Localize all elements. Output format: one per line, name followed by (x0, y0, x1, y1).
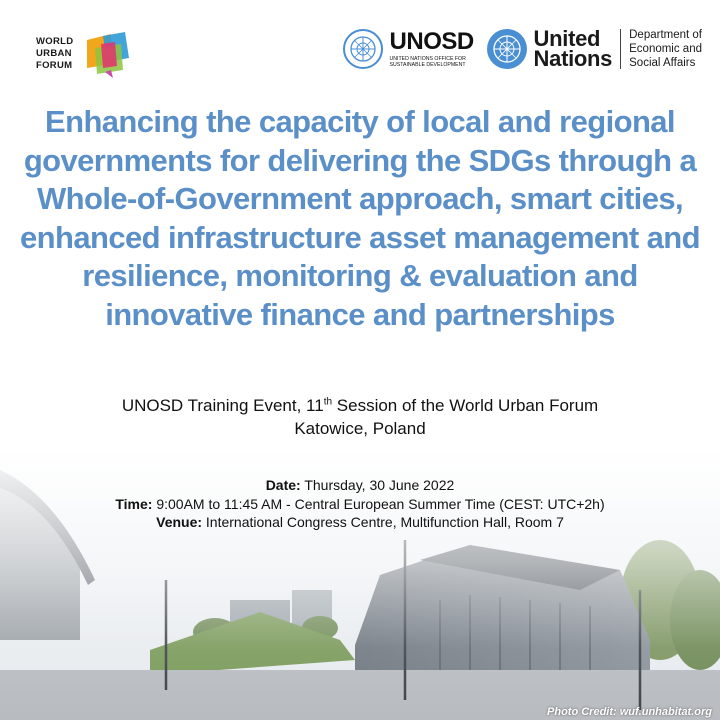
title-line: Whole-of-Government approach, smart cities, (37, 181, 683, 216)
event-subtitle (0, 394, 720, 440)
time-label: Time: (115, 495, 153, 512)
venue-value: International Congress Centre, Multifunction Hall, Room 7 (202, 514, 564, 530)
unosd-subtitle: UNITED NATIONS OFFICE FOR SUSTAINABLE DEVELOPMENT (389, 56, 466, 68)
event-details (0, 476, 720, 532)
world-urban-forum-logo-icon (81, 30, 135, 78)
unosd-logo (390, 30, 480, 68)
event-name-sup: th (323, 396, 333, 408)
time-row (0, 495, 720, 514)
date-value: Thursday, 30 June 2022 (300, 477, 455, 493)
world-urban-forum-logo (36, 30, 135, 78)
title-line: resilience, monitoring & evaluation and (82, 258, 638, 293)
title-line: Enhancing the capacity of local and regional (45, 104, 675, 139)
date-label: Date: (265, 477, 301, 493)
title-line: governments for delivering the SDGs through a (23, 142, 697, 178)
event-name-post: Session of the World Urban Forum (332, 396, 599, 415)
unosd-name: UNOSD (389, 28, 474, 55)
event-name (0, 394, 720, 417)
logo-divider (620, 29, 621, 69)
desa-line-1: Department of (629, 29, 702, 41)
un-line-united: United (533, 26, 601, 51)
date-row (0, 476, 720, 495)
partner-logos (342, 28, 702, 70)
un-emblem-icon (342, 28, 384, 70)
desa-wordmark (629, 28, 702, 70)
time-value: 9:00AM to 11:45 AM - Central European Summer Time (CEST: UTC+2h) (152, 495, 605, 512)
un-line-nations: Nations (533, 46, 613, 71)
event-name-pre: UNOSD Training Event, 11 (121, 396, 324, 415)
photo-credit: Photo Credit: wuf.unhabitat.org (547, 706, 712, 718)
wuf-line-world: WORLD (36, 36, 74, 47)
wuf-line-forum: FORUM (36, 60, 73, 71)
title-line: enhanced infrastructure asset management and (20, 219, 700, 255)
un-emblem-icon (486, 28, 528, 70)
event-title (20, 103, 700, 334)
venue-label: Venue: (156, 514, 203, 530)
wuf-line-urban: URBAN (36, 48, 72, 59)
venue-row (0, 513, 720, 532)
title-line: innovative finance and partnerships (105, 296, 615, 332)
wuf-wordmark (36, 36, 73, 72)
united-nations-wordmark (533, 26, 613, 71)
desa-line-2: Economic and (629, 43, 702, 55)
event-location: Katowice, Poland (294, 419, 426, 438)
desa-line-3: Social Affairs (629, 57, 696, 69)
